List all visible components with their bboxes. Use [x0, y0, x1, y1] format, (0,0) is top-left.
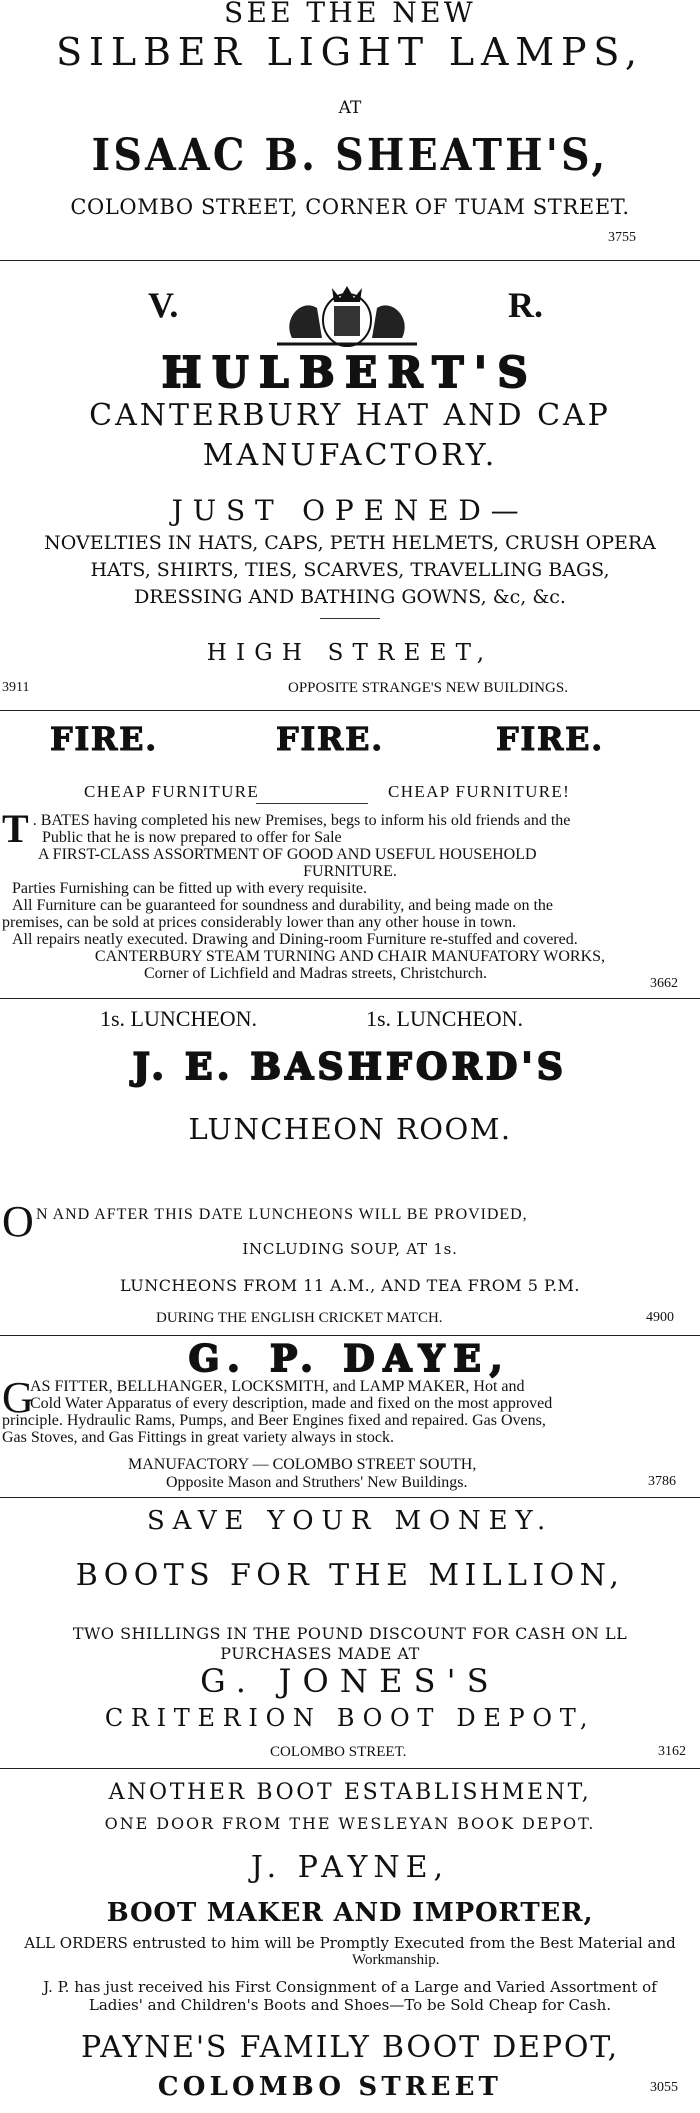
ad5-opposite: Opposite Mason and Struthers' New Buildings. — [166, 1474, 468, 1491]
ad7-title: BOOT MAKER AND IMPORTER, — [106, 1898, 594, 1928]
ad4-text1: N AND AFTER THIS DATE LUNCHEONS WILL BE PROVIDED, — [36, 1206, 528, 1223]
ad5-factory: MANUFACTORY — COLOMBO STREET SOUTH, — [128, 1456, 477, 1473]
ad6-discount1: TWO SHILLINGS IN THE POUND DISCOUNT FOR CASH ON LL — [72, 1624, 628, 1643]
ad2-street: HIGH STREET, — [206, 640, 494, 666]
ad5-t2: Cold Water Apparatus of every description, made and fixed on the most approved — [30, 1395, 553, 1412]
ad1-line2: SILBER LIGHT LAMPS, — [56, 30, 644, 74]
ad3-p3b: premises, can be sold at prices considerably lower than any other house in town. — [2, 914, 517, 931]
divider — [0, 998, 700, 999]
divider — [0, 1768, 700, 1769]
ad2-novelties2: HATS, SHIRTS, TIES, SCARVES, TRAVELLING BAGS, — [90, 559, 610, 581]
ad1-address: COLOMBO STREET, CORNER OF TUAM STREET. — [70, 195, 630, 219]
underline-rule — [256, 803, 368, 804]
ad2-novelties3: DRESSING AND BATHING GOWNS, &c, &c. — [134, 586, 566, 608]
ad7-door: ONE DOOR FROM THE WESLEYAN BOOK DEPOT. — [104, 1814, 596, 1833]
ad2-ref: 3911 — [2, 680, 30, 695]
ad3-corner: Corner of Lichfield and Madras streets, Christchurch. — [144, 965, 488, 982]
ad4-text3: LUNCHEONS FROM 11 A.M., AND TEA FROM 5 P.M. — [120, 1276, 580, 1295]
ad5-t1: AS FITTER, BELLHANGER, LOCKSMITH, and LAMP MAKER, Hot and — [30, 1378, 525, 1395]
ad4-name: J. E. BASHFORD'S — [132, 1046, 568, 1088]
ad3-fire3: FIRE. — [496, 720, 604, 758]
ad6-ref: 3162 — [658, 1744, 686, 1759]
ad3-p3a: All Furniture can be guaranteed for soundness and durability, and being made on the — [12, 897, 554, 914]
ad4-dropcap: O — [2, 1197, 34, 1246]
ad5-name: G. P. DAYE, — [188, 1338, 512, 1380]
ad3-body — [2, 806, 698, 982]
ad7-name: J. PAYNE, — [250, 1850, 450, 1885]
ad7-ref: 3055 — [650, 2080, 678, 2095]
ad2-line1: CANTERBURY HAT AND CAP — [89, 398, 611, 433]
ad5-body — [2, 1373, 698, 1446]
ad7-street: COLOMBO STREET — [157, 2072, 503, 2102]
ad4-lunch1: 1s. LUNCHEON. — [100, 1006, 258, 1031]
ad3-fire2: FIRE. — [276, 720, 384, 758]
ad3-p1b: Public that he is now prepared to offer for Sale — [42, 829, 342, 846]
ad6-street: COLOMBO STREET. — [270, 1744, 407, 1760]
ad3-cheap1: CHEAP FURNITURE — [84, 782, 260, 801]
ad6-depot: CRITERION BOOT DEPOT, — [104, 1704, 596, 1732]
ad5-t3: principle. Hydraulic Rams, Pumps, and Beer Engines fixed and repaired. Gas Ovens, — [2, 1412, 546, 1429]
ad2-opened: JUST OPENED— — [171, 494, 529, 527]
ad3-p1a: . BATES having completed his new Premises, begs to inform his old friends and the — [32, 812, 571, 829]
ad3-p2: Parties Furnishing can be fitted up with every requisite. — [12, 880, 368, 897]
short-rule — [320, 618, 380, 619]
ad3-ref: 3662 — [650, 976, 678, 991]
ad3-dropcap: T — [2, 806, 29, 851]
ad7-jp1: J. P. has just received his First Consignment of a Large and Varied Assortment of — [43, 1978, 657, 1996]
ad2-name: HULBERT'S — [161, 348, 539, 397]
ad3-p4: All repairs neatly executed. Drawing and Dining-room Furniture re-stuffed and covered. — [12, 931, 578, 948]
ad1-line3: AT — [338, 98, 362, 118]
royal-coat-of-arms-icon — [262, 278, 432, 350]
ad3-fire1: FIRE. — [50, 720, 158, 758]
ad6-save: SAVE YOUR MONEY. — [146, 1506, 554, 1536]
ad3-p1c: A FIRST-CLASS ASSORTMENT OF GOOD AND USEFUL HOUSEHOLD — [38, 846, 537, 863]
ad7-orders1: ALL ORDERS entrusted to him will be Promptly Executed from the Best Material and — [24, 1934, 676, 1952]
ad2-line2: MANUFACTORY. — [202, 438, 498, 473]
ad1-ref: 3755 — [608, 230, 636, 245]
ad2-right-letter: R. — [508, 285, 543, 325]
ad4-text4: DURING THE ENGLISH CRICKET MATCH. — [156, 1310, 443, 1326]
divider — [0, 1497, 700, 1498]
ad6-discount2: PURCHASES MADE AT — [220, 1644, 420, 1663]
ad4-text2: INCLUDING SOUP, AT 1s. — [242, 1240, 458, 1258]
ad5-t4: Gas Stoves, and Gas Fittings in great variety always in stock. — [2, 1429, 394, 1446]
ad3-cheap2: CHEAP FURNITURE! — [388, 782, 571, 801]
ad7-family: PAYNE'S FAMILY BOOT DEPOT, — [81, 2030, 619, 2065]
ad6-name: G. JONES'S — [200, 1662, 500, 1700]
ad7-orders2: Workmanship. — [352, 1952, 440, 1968]
ad7-jp2: Ladies' and Children's Boots and Shoes—To be Sold Cheap for Cash. — [88, 1996, 612, 2014]
ad4-room: LUNCHEON ROOM. — [188, 1112, 512, 1146]
ad5-dropcap: G — [2, 1373, 34, 1422]
ad4-ref: 4900 — [646, 1310, 674, 1325]
divider — [0, 710, 700, 711]
ad1-name: ISAAC B. SHEATH'S, — [91, 130, 609, 181]
ad6-boots: BOOTS FOR THE MILLION, — [75, 1558, 625, 1593]
ad1-line1: SEE THE NEW — [223, 0, 477, 29]
ad5-ref: 3786 — [648, 1474, 676, 1489]
divider — [0, 260, 700, 261]
ad2-opposite: OPPOSITE STRANGE'S NEW BUILDINGS. — [288, 680, 568, 696]
ad2-left-letter: V. — [148, 285, 179, 325]
ad3-works: CANTERBURY STEAM TURNING AND CHAIR MANUFATORY WORKS, — [94, 948, 606, 965]
ad4-lunch2: 1s. LUNCHEON. — [366, 1006, 524, 1031]
divider — [0, 1335, 700, 1336]
ad3-p1d: FURNITURE. — [303, 863, 397, 880]
ad7-another: ANOTHER BOOT ESTABLISHMENT, — [108, 1780, 592, 1805]
ad2-novelties1: NOVELTIES IN HATS, CAPS, PETH HELMETS, CRUSH OPERA — [44, 532, 656, 554]
